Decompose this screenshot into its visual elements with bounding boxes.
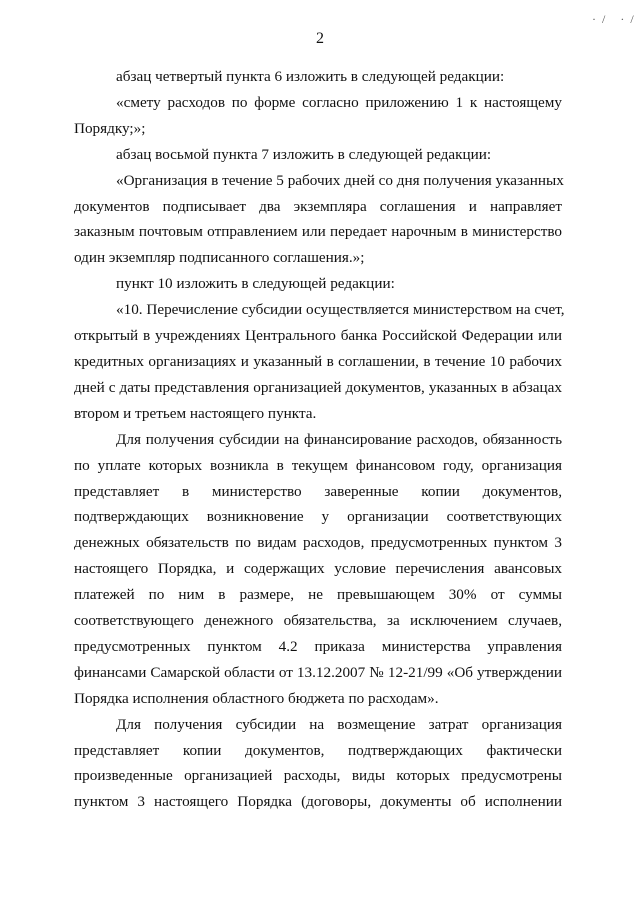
text-line: предусмотренных пунктом 4.2 приказа министерства управления bbox=[74, 637, 562, 655]
text-line: кредитных организациях и указанный в соглашении, в течение 10 рабочих bbox=[74, 352, 562, 370]
text-line: представляет копии документов, подтверждающих фактически bbox=[74, 741, 562, 759]
text-line: заказным почтовым отправлением или передает нарочным в министерство bbox=[74, 223, 562, 241]
text-line: пунктом 3 настоящего Порядка (договоры, документы об исполнении bbox=[74, 793, 562, 811]
text-line: подтверждающих возникновение у организации соответствующих bbox=[74, 508, 562, 526]
corner-scan-mark: ·/ ·/ bbox=[592, 12, 640, 26]
text-line: один экземпляр подписанного соглашения.»; bbox=[74, 249, 365, 267]
text-line: Порядку;»; bbox=[74, 119, 146, 137]
text-line: дней с даты представления организацией документов, указанных в абзацах bbox=[74, 378, 562, 396]
text-line: документов подписывает два экземпляра соглашения и направляет bbox=[74, 197, 562, 215]
text-line: Для получения субсидии на возмещение затрат организация bbox=[116, 715, 562, 733]
text-line: открытый в учреждениях Центрального банка Российской Федерации или bbox=[74, 327, 562, 345]
text-line: Для получения субсидии на финансирование расходов, обязанность bbox=[116, 430, 562, 448]
text-line: Порядка исполнения областного бюджета по расходам». bbox=[74, 689, 439, 707]
text-line: платежей по ним в размере, не превышающем 30% от суммы bbox=[74, 586, 562, 604]
page-number: 2 bbox=[316, 30, 324, 47]
text-line: «смету расходов по форме согласно приложению 1 к настоящему bbox=[116, 93, 562, 111]
text-line: представляет в министерство заверенные копии документов, bbox=[74, 482, 562, 500]
text-line: настоящего Порядка, и содержащих условие перечисления авансовых bbox=[74, 560, 562, 578]
text-line: финансами Самарской области от 13.12.2007 № 12-21/99 «Об утверждении bbox=[74, 663, 562, 681]
text-line: денежных обязательств по видам расходов, предусмотренных пунктом 3 bbox=[74, 534, 562, 552]
text-line: соответствующего денежного обязательства, за исключением случаев, bbox=[74, 612, 562, 630]
text-line: по уплате которых возникла в текущем финансовом году, организация bbox=[74, 456, 562, 474]
text-line: произведенные организацией расходы, виды которых предусмотрены bbox=[74, 767, 562, 785]
text-line: втором и третьем настоящего пункта. bbox=[74, 404, 317, 422]
text-line: абзац четвертый пункта 6 изложить в следующей редакции: bbox=[116, 68, 505, 85]
text-line: «Организация в течение 5 рабочих дней со дня получения указанных bbox=[116, 171, 564, 189]
text-line: абзац восьмой пункта 7 изложить в следующей редакции: bbox=[116, 145, 492, 163]
document-body bbox=[74, 64, 565, 815]
text-line: пункт 10 изложить в следующей редакции: bbox=[116, 275, 395, 293]
text-line: «10. Перечисление субсидии осуществляется министерством на счет, bbox=[116, 301, 565, 319]
